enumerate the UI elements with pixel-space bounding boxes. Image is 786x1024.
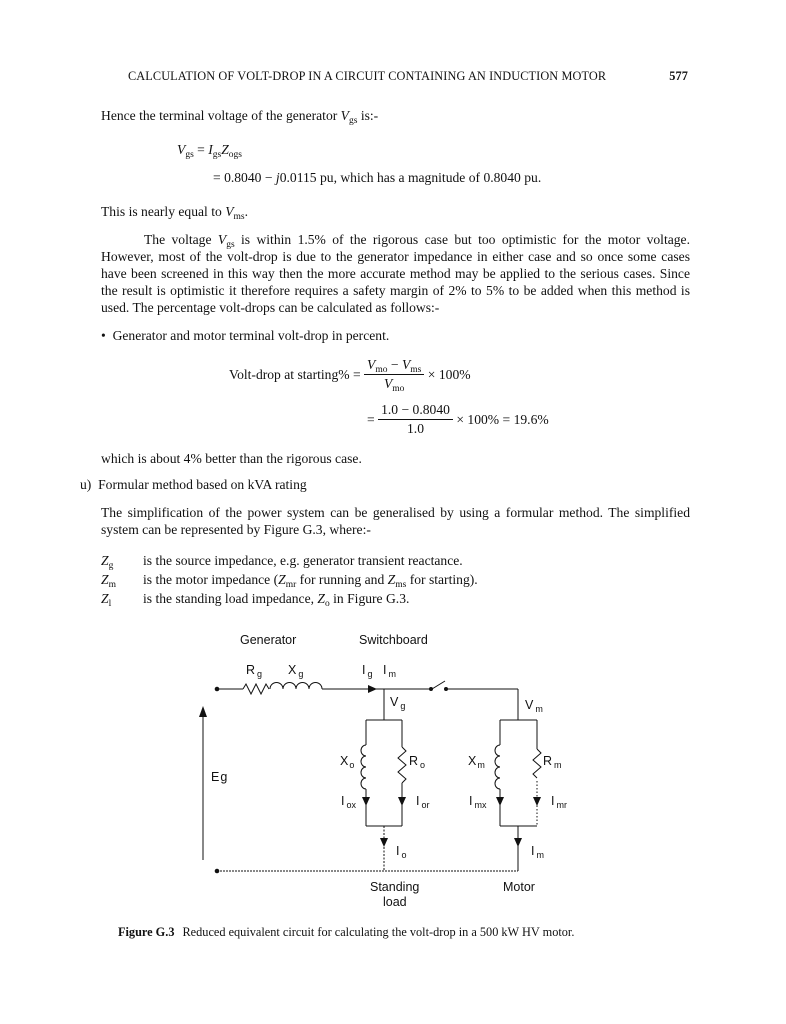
paragraph-formular: The simplification of the power system can be generalised by using a formular method. The simplified system can be represented by Figure G.3, where:- <box>101 505 690 537</box>
label-iox: I $_{ox}$ <box>341 794 356 810</box>
hence-line: Hence the terminal voltage of the generator $V_{gs}$ is:- <box>101 108 379 126</box>
definition-zl: $Z_l$ is the standing load impedance, $Z_o$ in Figure G.3. <box>101 591 410 609</box>
bullet-marker: • <box>101 328 106 343</box>
inductor-xm <box>495 745 500 789</box>
resistor-rg <box>243 684 269 694</box>
arrow-io <box>380 838 388 847</box>
fraction-numeric: $\frac{1.0 - 0.8040}{1.0}$ <box>378 401 453 438</box>
label-ro: R $_o$ <box>409 754 426 770</box>
label-xm: $X_m$ <box>468 754 485 770</box>
arrow-eg <box>199 706 207 717</box>
label-ig: I $_g$ <box>362 663 373 679</box>
label-vm: V $_m$ <box>525 698 543 714</box>
switch-contact-b <box>444 687 448 691</box>
label-generator: Generator <box>240 633 297 647</box>
definition-zm: $Z_m$ is the motor impedance ($Z_{mr}$ for running and $Z_{ms}$ for starting). <box>101 572 478 590</box>
label-vg: V $_g$ <box>390 695 406 711</box>
running-title: CALCULATION OF VOLT-DROP IN A CIRCUIT CONTAINING AN INDUCTION MOTOR <box>128 69 607 83</box>
label-motor: Motor <box>503 880 535 894</box>
equation-vgs-value: = 0.8040 − j0.0115 pu, which has a magnitude of 0.8040 pu. <box>213 170 542 185</box>
switch-contact-a <box>429 687 433 691</box>
terminal-bottom-left <box>215 869 220 874</box>
bullet-item: • Generator and motor terminal volt-drop in percent. <box>101 328 390 343</box>
label-standing: Standing <box>370 880 420 894</box>
label-im: I $_m$ <box>383 663 396 679</box>
page-number: 577 <box>669 69 688 83</box>
arrow-ior <box>398 797 406 806</box>
fraction-voltdrop: $\frac{V_{mo} - V_{ms}}{V_{mo}}$ <box>364 356 424 393</box>
paragraph-voltage-comparison: The voltage $V_{gs}$ is within 1.5% of the rigorous case but too optimistic for the motor voltage. However, most of the volt-drop is due to the generator impedance in either case and so once some cases have been screened in this way then the more accurate method may be applied to the serious cases. Since the result is optimistic it therefore requires a safety margin of 2% to 5% to be added when this method is used. The percentage volt-drops can be calculated as follows:- <box>101 232 690 315</box>
label-imx: I $_{mx}$ <box>469 794 487 810</box>
inductor-xg <box>270 683 322 689</box>
equation-vgs: $V_{gs} = I_{gs}Z_{ogs}$ <box>177 142 242 160</box>
definition-zg: $Z_g$ is the source impedance, e.g. generator transient reactance. <box>101 553 463 571</box>
section-u-heading: u) Formular method based on kVA rating <box>80 477 307 492</box>
label-ior: I $_{or}$ <box>416 794 430 810</box>
better-line: which is about 4% better than the rigorous case. <box>101 451 362 466</box>
equation-voltdrop-numeric: = $\frac{1.0 - 0.8040}{1.0}$ × 100% = 19.6% <box>367 402 549 436</box>
arrow-imx <box>496 797 504 806</box>
label-load: load <box>383 895 407 909</box>
figure-caption <box>118 925 718 940</box>
figure-caption-text: Reduced equivalent circuit for calculating the volt-drop in a 500 kW HV motor. <box>182 925 575 939</box>
terminal-top-left <box>215 687 220 692</box>
label-im2: I $_m$ <box>531 844 544 860</box>
label-rm: R $_m$ <box>543 754 562 770</box>
arrow-imr <box>533 797 541 806</box>
equation-voltdrop: Volt-drop at starting% = $\frac{V_{mo} - V_{ms}}{V_{mo}}$ × 100% <box>229 357 471 394</box>
arrow-iox <box>362 797 370 806</box>
arrow-ig <box>368 685 377 693</box>
inductor-xo <box>361 745 366 789</box>
label-io: I $_o$ <box>396 844 407 860</box>
label-xo: $X_o$ <box>340 754 355 770</box>
label-rg: R $_g$ <box>246 663 263 679</box>
label-eg: Eg <box>211 770 228 784</box>
label-switchboard: Switchboard <box>359 633 428 647</box>
switch-blade <box>432 681 445 689</box>
circuit-diagram <box>0 620 786 920</box>
label-xg: X $_g$ <box>288 663 304 679</box>
resistor-ro <box>398 747 406 783</box>
resistor-rm <box>533 749 541 778</box>
arrow-im2 <box>514 838 522 847</box>
label-imr: I $_{mr}$ <box>551 794 567 810</box>
nearly-equal-line: This is nearly equal to $V_{ms}$. <box>101 204 249 222</box>
figure-label: Figure G.3 <box>118 925 175 939</box>
